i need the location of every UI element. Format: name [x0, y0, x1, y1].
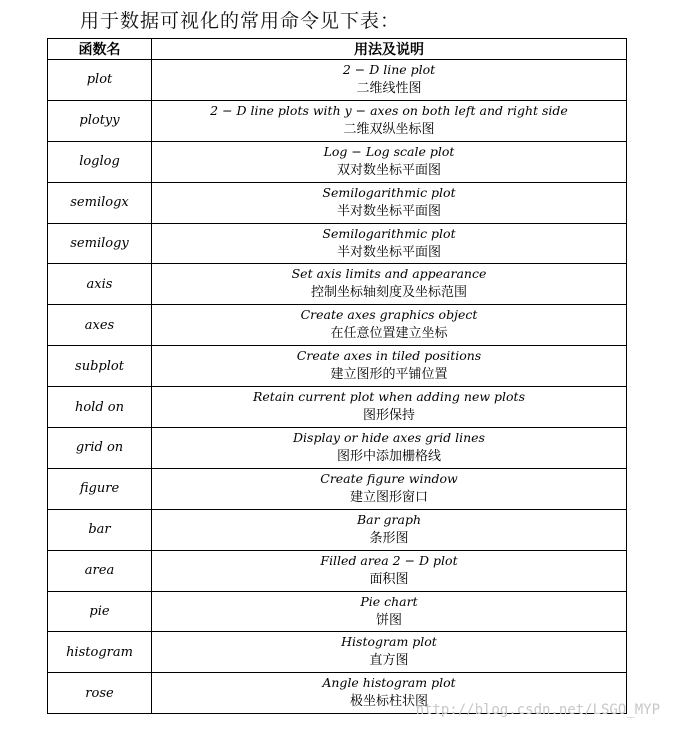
usage-chinese: 建立图形窗口: [349, 489, 428, 505]
function-name-cell: pie: [48, 591, 152, 632]
usage-cell: [152, 182, 627, 223]
usage-english: 2 − D line plot: [342, 61, 436, 77]
table-header-row: [48, 39, 627, 60]
usage-chinese: 图形中添加栅格线: [336, 448, 441, 464]
table-row: [48, 182, 627, 223]
function-name-cell: hold on: [48, 387, 152, 428]
usage-cell: [152, 141, 627, 182]
table-row: [48, 223, 627, 264]
usage-cell: [152, 468, 627, 509]
function-name-cell: bar: [48, 509, 152, 550]
usage-english: Retain current plot when adding new plots: [252, 389, 525, 405]
table-body: [48, 60, 627, 714]
function-name-cell: subplot: [48, 346, 152, 387]
table-row: [48, 346, 627, 387]
usage-cell: [152, 591, 627, 632]
usage-english: Create figure window: [320, 470, 458, 486]
table-row: [48, 141, 627, 182]
table-row: [48, 60, 627, 101]
usage-chinese: 控制坐标轴刻度及坐标范围: [310, 285, 467, 301]
function-name-cell: figure: [48, 468, 152, 509]
usage-english: Angle histogram plot: [322, 675, 456, 691]
usage-cell: [152, 305, 627, 346]
usage-cell: [152, 387, 627, 428]
table-row: [48, 468, 627, 509]
usage-cell: [152, 60, 627, 101]
usage-chinese: 面积图: [369, 571, 409, 587]
usage-english: Bar graph: [356, 511, 422, 527]
usage-chinese: 图形保持: [362, 408, 415, 424]
function-name-cell: grid on: [48, 428, 152, 469]
table-row: [48, 591, 627, 632]
usage-chinese: 半对数坐标平面图: [336, 203, 441, 219]
function-name-cell: axis: [48, 264, 152, 305]
usage-cell: [152, 632, 627, 673]
function-name-cell: rose: [48, 673, 152, 714]
usage-english: Pie chart: [360, 593, 418, 609]
table-row: [48, 264, 627, 305]
table-row: [48, 305, 627, 346]
usage-cell: [152, 346, 627, 387]
command-table: [47, 38, 627, 714]
usage-cell: [152, 223, 627, 264]
usage-chinese: 在任意位置建立坐标: [330, 326, 448, 342]
header-usage: 用法及说明: [152, 39, 627, 60]
usage-chinese: 饼图: [375, 612, 402, 628]
page-title: 用于数据可视化的常用命令见下表：: [80, 10, 401, 32]
table-row: [48, 100, 627, 141]
usage-cell: [152, 428, 627, 469]
function-name-cell: histogram: [48, 632, 152, 673]
header-function-name: 函数名: [48, 39, 152, 60]
usage-cell: [152, 264, 627, 305]
function-name-cell: loglog: [48, 141, 152, 182]
usage-chinese: 半对数坐标平面图: [336, 244, 441, 260]
usage-english: Filled area 2 − D plot: [320, 552, 458, 568]
usage-english: Set axis limits and appearance: [291, 266, 487, 282]
table-row: [48, 632, 627, 673]
usage-chinese: 条形图: [369, 530, 409, 546]
table-row: [48, 550, 627, 591]
usage-chinese: 二维双纵坐标图: [343, 121, 435, 137]
usage-english: Display or hide axes grid lines: [293, 429, 485, 445]
usage-english: Histogram plot: [341, 634, 437, 650]
usage-english: Semilogarithmic plot: [322, 225, 456, 241]
usage-english: Semilogarithmic plot: [322, 184, 456, 200]
usage-cell: [152, 100, 627, 141]
usage-english: Create axes graphics object: [300, 307, 478, 323]
usage-cell: [152, 550, 627, 591]
function-name-cell: axes: [48, 305, 152, 346]
table-row: [48, 509, 627, 550]
usage-chinese: 极坐标柱状图: [349, 694, 428, 710]
function-name-cell: plot: [48, 60, 152, 101]
function-name-cell: area: [48, 550, 152, 591]
function-name-cell: semilogx: [48, 182, 152, 223]
usage-chinese: 二维线性图: [356, 80, 422, 96]
usage-chinese: 建立图形的平铺位置: [330, 367, 448, 383]
usage-cell: [152, 509, 627, 550]
usage-english: Log − Log scale plot: [323, 143, 455, 159]
usage-chinese: 直方图: [369, 653, 409, 669]
usage-english: 2 − D line plots with y − axes on both left and right side: [210, 102, 568, 118]
table-row: [48, 428, 627, 469]
function-name-cell: plotyy: [48, 100, 152, 141]
usage-chinese: 双对数坐标平面图: [336, 162, 441, 178]
table-row: [48, 387, 627, 428]
usage-english: Create axes in tiled positions: [296, 348, 482, 364]
function-name-cell: semilogy: [48, 223, 152, 264]
watermark: http://blog.csdn.net/LSGO_MYP: [415, 702, 660, 718]
